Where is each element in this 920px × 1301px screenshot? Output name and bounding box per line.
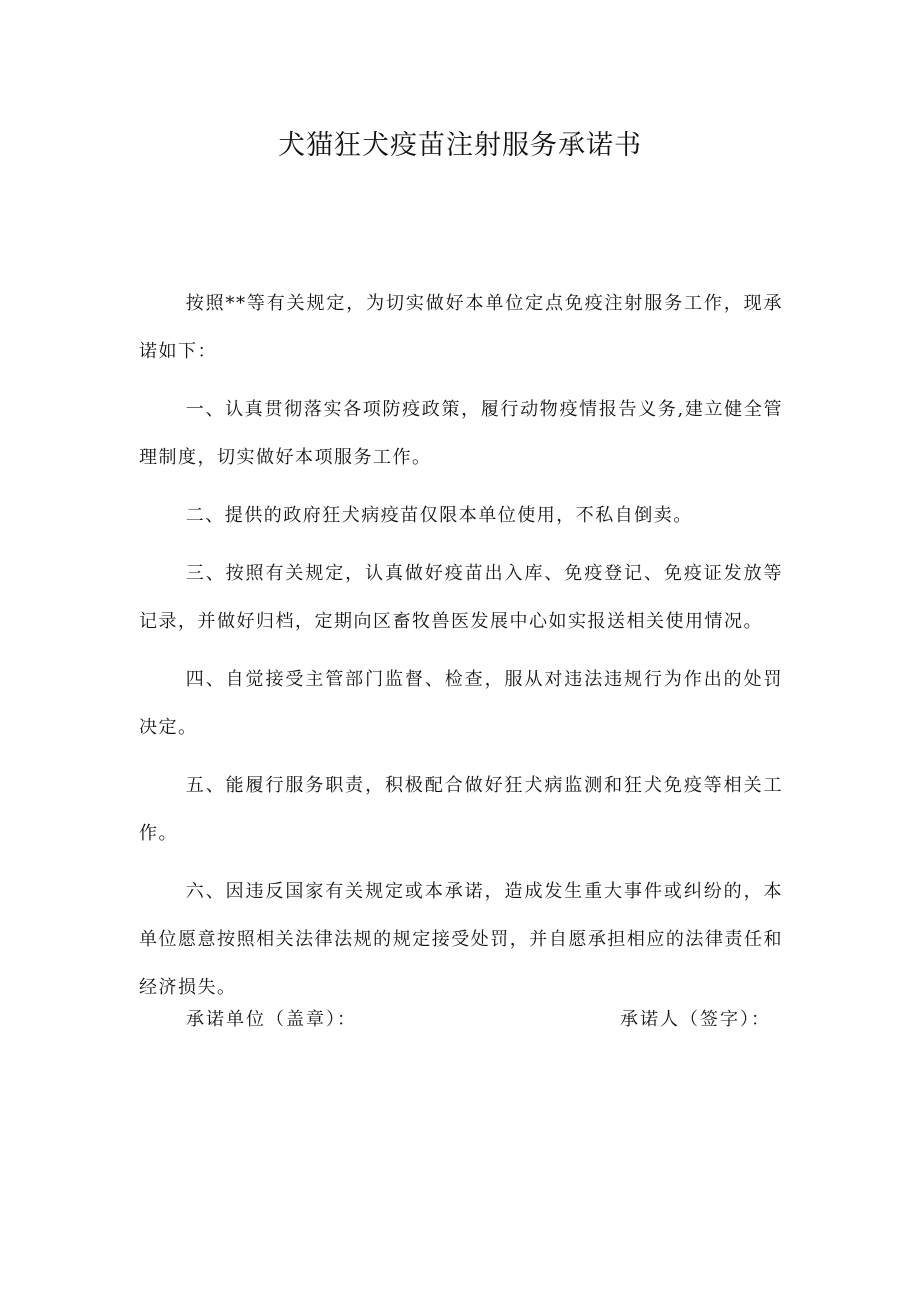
signature-row [186,1004,771,1036]
paragraph-item-4: 四、自觉接受主管部门监督、检查，服从对违法违规行为作出的处罚决定。 [139,669,783,738]
paragraph-item-3: 三、按照有关规定，认真做好疫苗出入库、免疫登记、免疫证发放等记录，并做好归档，定期向区畜牧兽医发展中心如实报送相关使用情况。 [139,563,783,632]
paragraph-item-5: 五、能履行服务职责，积极配合做好狂犬病监测和狂犬免疫等相关工作。 [139,775,783,844]
signature-unit-label: 承诺单位（盖章）： [186,1009,357,1030]
paragraph-item-1: 一、认真贯彻落实各项防疫政策，履行动物疫情报告义务,建立健全管理制度，切实做好本项服务工作。 [139,399,783,468]
paragraph-intro: 按照**等有关规定，为切实做好本单位定点免疫注射服务工作，现承诺如下： [139,293,783,362]
signature-person-label: 承诺人（签字）： [620,1009,771,1030]
document-title: 犬猫狂犬疫苗注射服务承诺书 [278,130,642,161]
paragraph-item-2: 二、提供的政府狂犬病疫苗仅限本单位使用，不私自倒卖。 [185,505,693,526]
paragraph-item-6: 六、因违反国家有关规定或本承诺，造成发生重大事件或纠纷的，本单位愿意按照相关法律法规的规定接受处罚，并自愿承担相应的法律责任和经济损失。 [139,881,783,998]
document-body [139,280,783,1012]
